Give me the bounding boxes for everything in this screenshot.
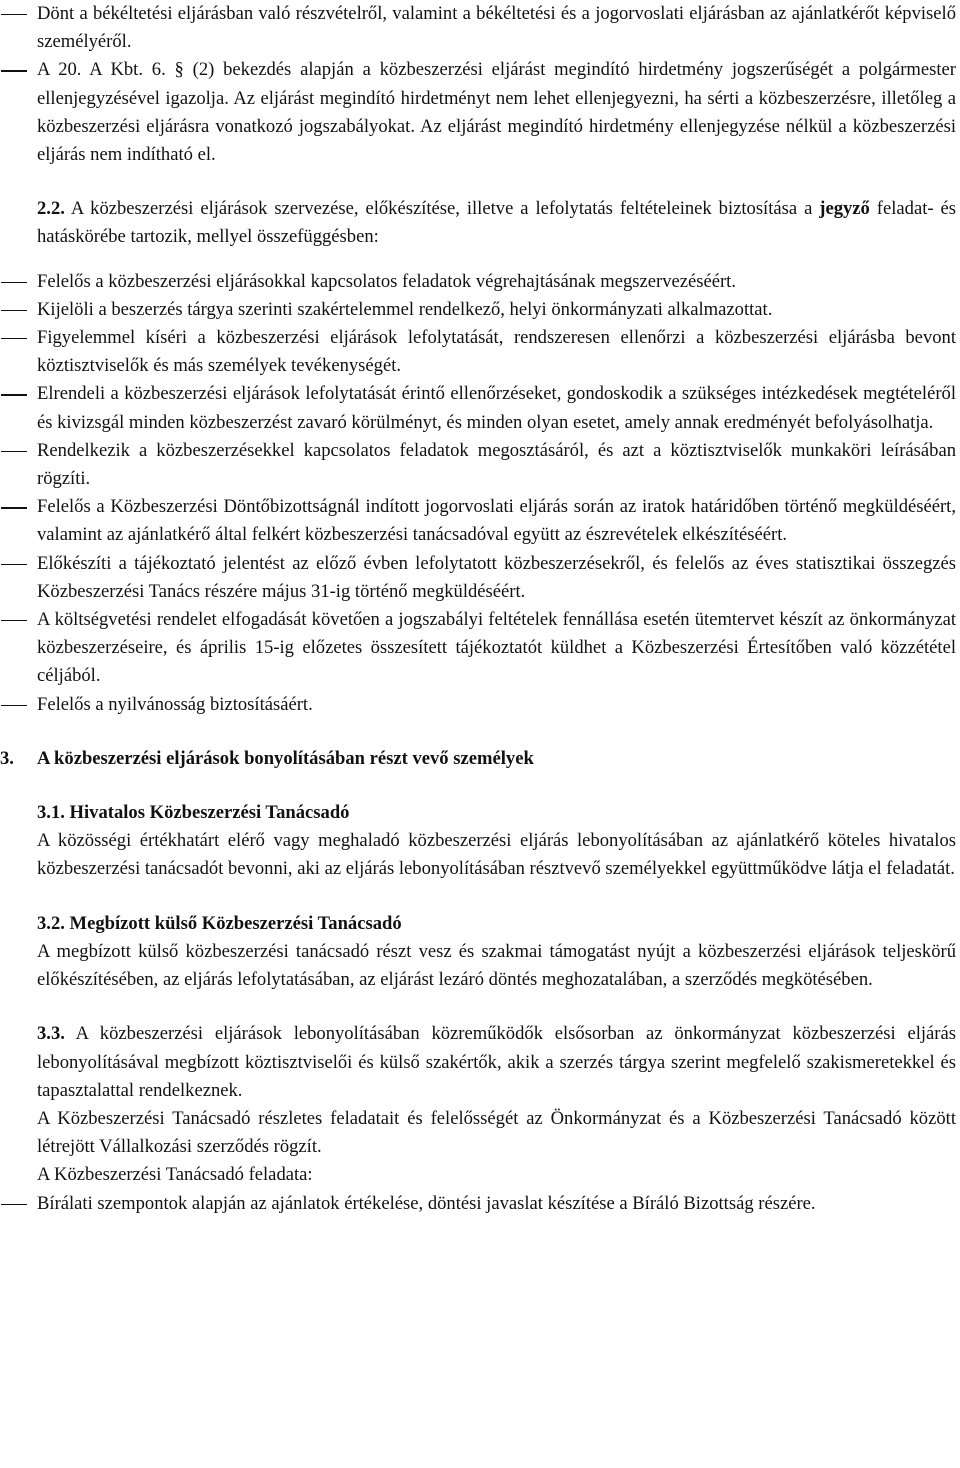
list-item: Dönt a békéltetési eljárásban való részvételről, valamint a békéltetési és a jogorvoslati eljárásban az ajánlatkérőt képviselő személyéről.	[37, 3, 956, 53]
list-item: Felelős a közbeszerzési eljárásokkal kapcsolatos feladatok végrehajtásának megszervezéséért.	[37, 270, 736, 292]
top-list	[0, 0, 956, 169]
list-item: Bírálati szempontok alapján az ajánlatok értékelése, döntési javaslat készítése a Bíráló Bizottság részére.	[37, 1192, 816, 1214]
section-2-2-intro: 2.2. A közbeszerzési eljárások szervezése, előkészítése, illetve a lefolytatás feltételeinek biztosítása a jegyző feladat- és hatáskörébe tartozik, mellyel összefüggésben:	[37, 198, 956, 248]
list-item: Felelős a nyilvánosság biztosításáért.	[37, 693, 313, 715]
list-item: Elrendeli a közbeszerzési eljárások lefolytatását érintő ellenőrzéseket, gondoskodik a szükséges intézkedések megtételéről és kivizsgál minden közbeszerzést zavaró körülményt, és minden olyan esetet, amely annak eredményét befolyásolhatja.	[37, 383, 956, 433]
subsection-text: 3.3. A közbeszerzési eljárások lebonyolításában közreműködők elsősorban az önkormányzat közbeszerzési eljárás lebonyolításával megbízott köztisztviselői és külső szakértők, akik a szerzés tárgya szerint megfelelő szakismeretekkel és tapasztalattal rendelkeznek.	[37, 1023, 956, 1101]
list-item: Kijelöli a beszerzés tárgya szerinti szakértelemmel rendelkező, helyi önkormányzati alkalmazottat.	[37, 298, 773, 320]
bold-term: jegyző	[819, 198, 870, 220]
subsection-heading: 3.2. Megbízott külső Közbeszerzési Tanácsadó	[37, 912, 402, 934]
section-3-3	[0, 1020, 956, 1189]
section-3-2	[0, 910, 956, 995]
list-item: Előkészíti a tájékoztató jelentést az előző évben lefolytatott közbeszerzésekről, és felelős az éves statisztikai összegzés Közbeszerzési Tanács részére május 31-ig történő megküldéséért.	[37, 552, 956, 602]
section-3-3-list	[0, 1190, 956, 1218]
list-item: Figyelemmel kíséri a közbeszerzési eljárások lefolytatását, rendszeresen ellenőrzi a közbeszerzési eljárásba bevont köztisztviselők és más személyek tevékenységét.	[37, 327, 956, 377]
section-3-1	[0, 799, 956, 884]
section-number: 3.3.	[37, 1023, 65, 1045]
section-title: A közbeszerzési eljárások bonyolításában részt vevő személyek	[37, 747, 534, 769]
subsection-heading: 3.1. Hivatalos Közbeszerzési Tanácsadó	[37, 802, 350, 824]
section-2-2-list	[0, 268, 956, 719]
section-3-heading	[0, 745, 956, 773]
subsection-text: A Közbeszerzési Tanácsadó feladata:	[37, 1164, 313, 1186]
list-item: Rendelkezik a közbeszerzésekkel kapcsolatos feladatok megosztásáról, és azt a köztisztviselők munkaköri leírásában rögzíti.	[37, 439, 956, 490]
section-number: 2.2.	[37, 198, 65, 220]
subsection-text: A Közbeszerzési Tanácsadó részletes feladatait és felelősségét az Önkormányzat és a Közbeszerzési Tanácsadó között létrejött Vállalkozási szerződés rögzít.	[37, 1107, 956, 1158]
list-item: A 20. A Kbt. 6. § (2) bekezdés alapján a közbeszerzési eljárást megindító hirdetmény jogszerűségét a polgármester ellenjegyzésével igazolja. Az eljárást megindító hirdetményt nem lehet ellenjegyezni, ha sérti a közbeszerzésre, illetőleg a közbeszerzési eljárásra vonatkozó jogszabályokat. Az eljárást megindító hirdetmény ellenjegyzése nélkül a közbeszerzési eljárás nem indítható el.	[37, 59, 956, 166]
subsection-text: A megbízott külső közbeszerzési tanácsadó részt vesz és szakmai támogatást nyújt a közbeszerzési eljárások teljeskörű előkészítésében, az eljárás lefolytatásában, az eljárást lezáró döntés meghozatalában, a szerződés megkötésében.	[37, 940, 956, 991]
list-item: A költségvetési rendelet elfogadását követően a jogszabályi feltételek fennállása esetén ütemtervet készít az önkormányzat közbeszerzéseire, és április 15-ig előzetes összesített tájékoztatót küldhet a Közbeszerzési Értesítőben való közzététel céljából.	[37, 609, 956, 687]
list-item: Felelős a Közbeszerzési Döntőbizottságnál indított jogorvoslati eljárás során az iratok határidőben történő megküldéséért, valamint az ajánlatkérő által felkért közbeszerzési tanácsadóval együtt az észrevételek elkészítéséért.	[37, 496, 956, 546]
section-number: 3.	[0, 747, 14, 769]
subsection-text: A közösségi értékhatárt elérő vagy meghaladó közbeszerzési eljárás lebonyolításában az ajánlatkérő köteles hivatalos közbeszerzési tanácsadót bevonni, aki az eljárás lebonyolításában résztvevő személyekkel együttműködve látja el feladatát.	[37, 830, 956, 880]
